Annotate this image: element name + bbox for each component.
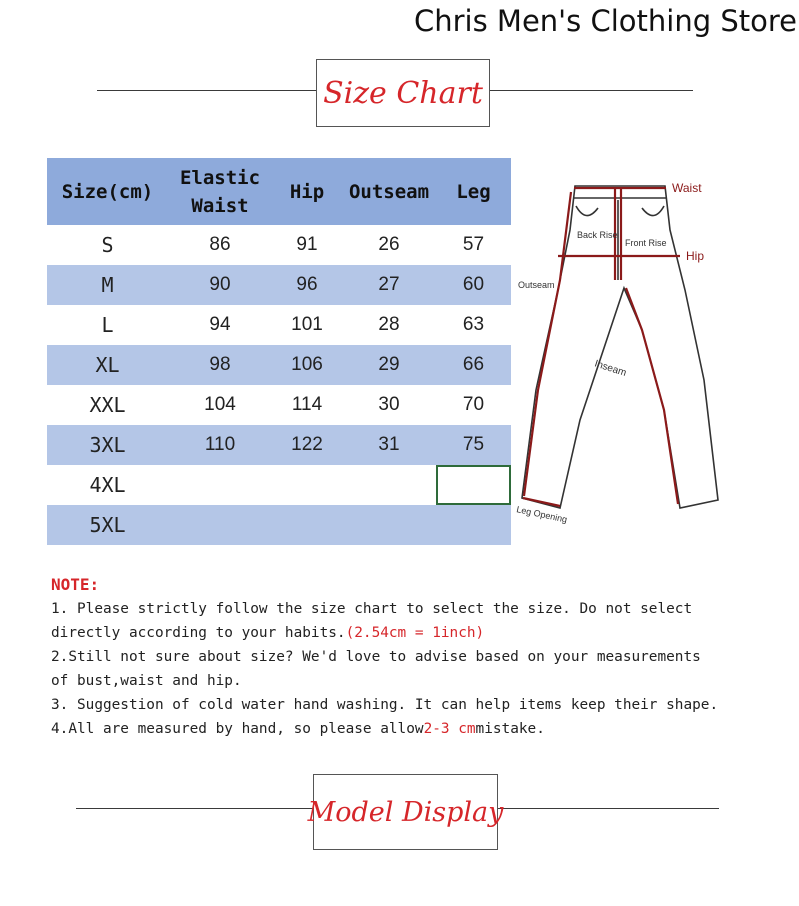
cell-waist: 104 [204,394,236,415]
divider-right [497,808,719,809]
table-header-row [47,158,511,225]
note-text: directly according to your habits. [51,625,346,641]
note-line [51,717,791,741]
note-tolerance: 2-3 cm [423,721,476,737]
note-text: mistake. [475,721,545,737]
label-leg-opening: Leg Opening [515,504,569,525]
divider-left [76,808,314,809]
inseam-line [626,288,678,504]
cell-size: 5XL [47,505,168,545]
label-inseam: Inseam [593,358,628,379]
note-line [51,621,791,645]
cell-hip: 91 [296,234,318,255]
cell-size: M [47,265,168,305]
label-waist: Waist [672,181,702,195]
cell-outseam [342,465,436,505]
cell-leg: 60 [436,265,511,305]
cell-hip: 122 [272,425,342,465]
cell-leg: 63 [462,314,485,335]
cell-hip: 96 [272,265,342,305]
cell-leg: 66 [436,345,511,385]
store-title: Chris Men's Clothing Store [414,4,797,38]
table-row [47,505,511,545]
cell-waist: 110 [168,425,272,465]
label-front-rise: Front Rise [625,238,667,248]
table-row [47,305,511,345]
cell-outseam: 30 [378,394,400,415]
cell-size: XL [47,345,168,385]
cell-outseam: 28 [378,314,400,335]
cell-hip: 101 [291,314,323,335]
note-title: NOTE: [51,575,100,594]
size-table [47,158,511,545]
header-waist-line1: Elastic [179,166,261,189]
notes-section [51,573,791,741]
cell-leg: 70 [462,394,485,415]
table-row [47,465,511,505]
cell-leg [436,505,511,545]
header-size: Size(cm) [47,158,168,225]
table-row [47,385,511,425]
pants-measurement-diagram [514,170,774,530]
note-text: 4.All are measured by hand, so please allow [51,721,424,737]
header-elastic-waist [168,158,272,225]
label-back-rise: Back Rise [577,230,618,240]
cell-size: S [101,233,114,257]
table-row [47,425,511,465]
selected-cell[interactable] [436,465,511,505]
cell-leg: 75 [436,425,511,465]
cell-size: 4XL [89,473,126,497]
label-hip: Hip [686,249,705,263]
cell-waist [168,505,272,545]
outseam-line [524,192,571,496]
note-conversion: (2.54cm = 1inch) [345,625,485,641]
leg-opening-line [523,498,560,506]
note-line: 1. Please strictly follow the size chart to select the size. Do not select [51,601,693,617]
cell-waist: 90 [168,265,272,305]
cell-hip [272,505,342,545]
cell-outseam: 31 [342,425,436,465]
cell-size: 3XL [47,425,168,465]
cell-size: L [101,313,114,337]
cell-waist: 98 [168,345,272,385]
cell-hip: 114 [291,394,323,415]
model-display-frame [307,774,504,850]
table-row [47,225,511,265]
cell-waist: 86 [209,234,231,255]
label-outseam: Outseam [518,280,555,290]
header-hip: Hip [272,158,342,225]
cell-size: XXL [89,393,126,417]
header-waist-line2: Waist [191,194,249,217]
model-display-title: Model Display [307,796,504,828]
divider-left [97,90,317,91]
cell-outseam [342,505,436,545]
header-outseam: Outseam [342,158,436,225]
cell-hip [272,465,342,505]
divider-right [489,90,693,91]
cell-waist [168,465,272,505]
cell-outseam: 26 [378,234,400,255]
note-line: of bust,waist and hip. [51,673,242,689]
cell-waist: 94 [209,314,231,335]
table-row [47,265,511,305]
cell-leg: 57 [462,234,485,255]
note-line: 2.Still not sure about size? We'd love to advise based on your measurements [51,649,701,665]
cell-outseam: 27 [342,265,436,305]
size-chart-frame [316,59,490,127]
note-line: 3. Suggestion of cold water hand washing. It can help items keep their shape. [51,697,719,713]
cell-outseam: 29 [342,345,436,385]
header-leg: Leg [436,158,511,225]
size-chart-title: Size Chart [323,75,483,111]
table-row [47,345,511,385]
pocket-icon [576,206,598,216]
pocket-icon [642,206,664,216]
cell-hip: 106 [272,345,342,385]
